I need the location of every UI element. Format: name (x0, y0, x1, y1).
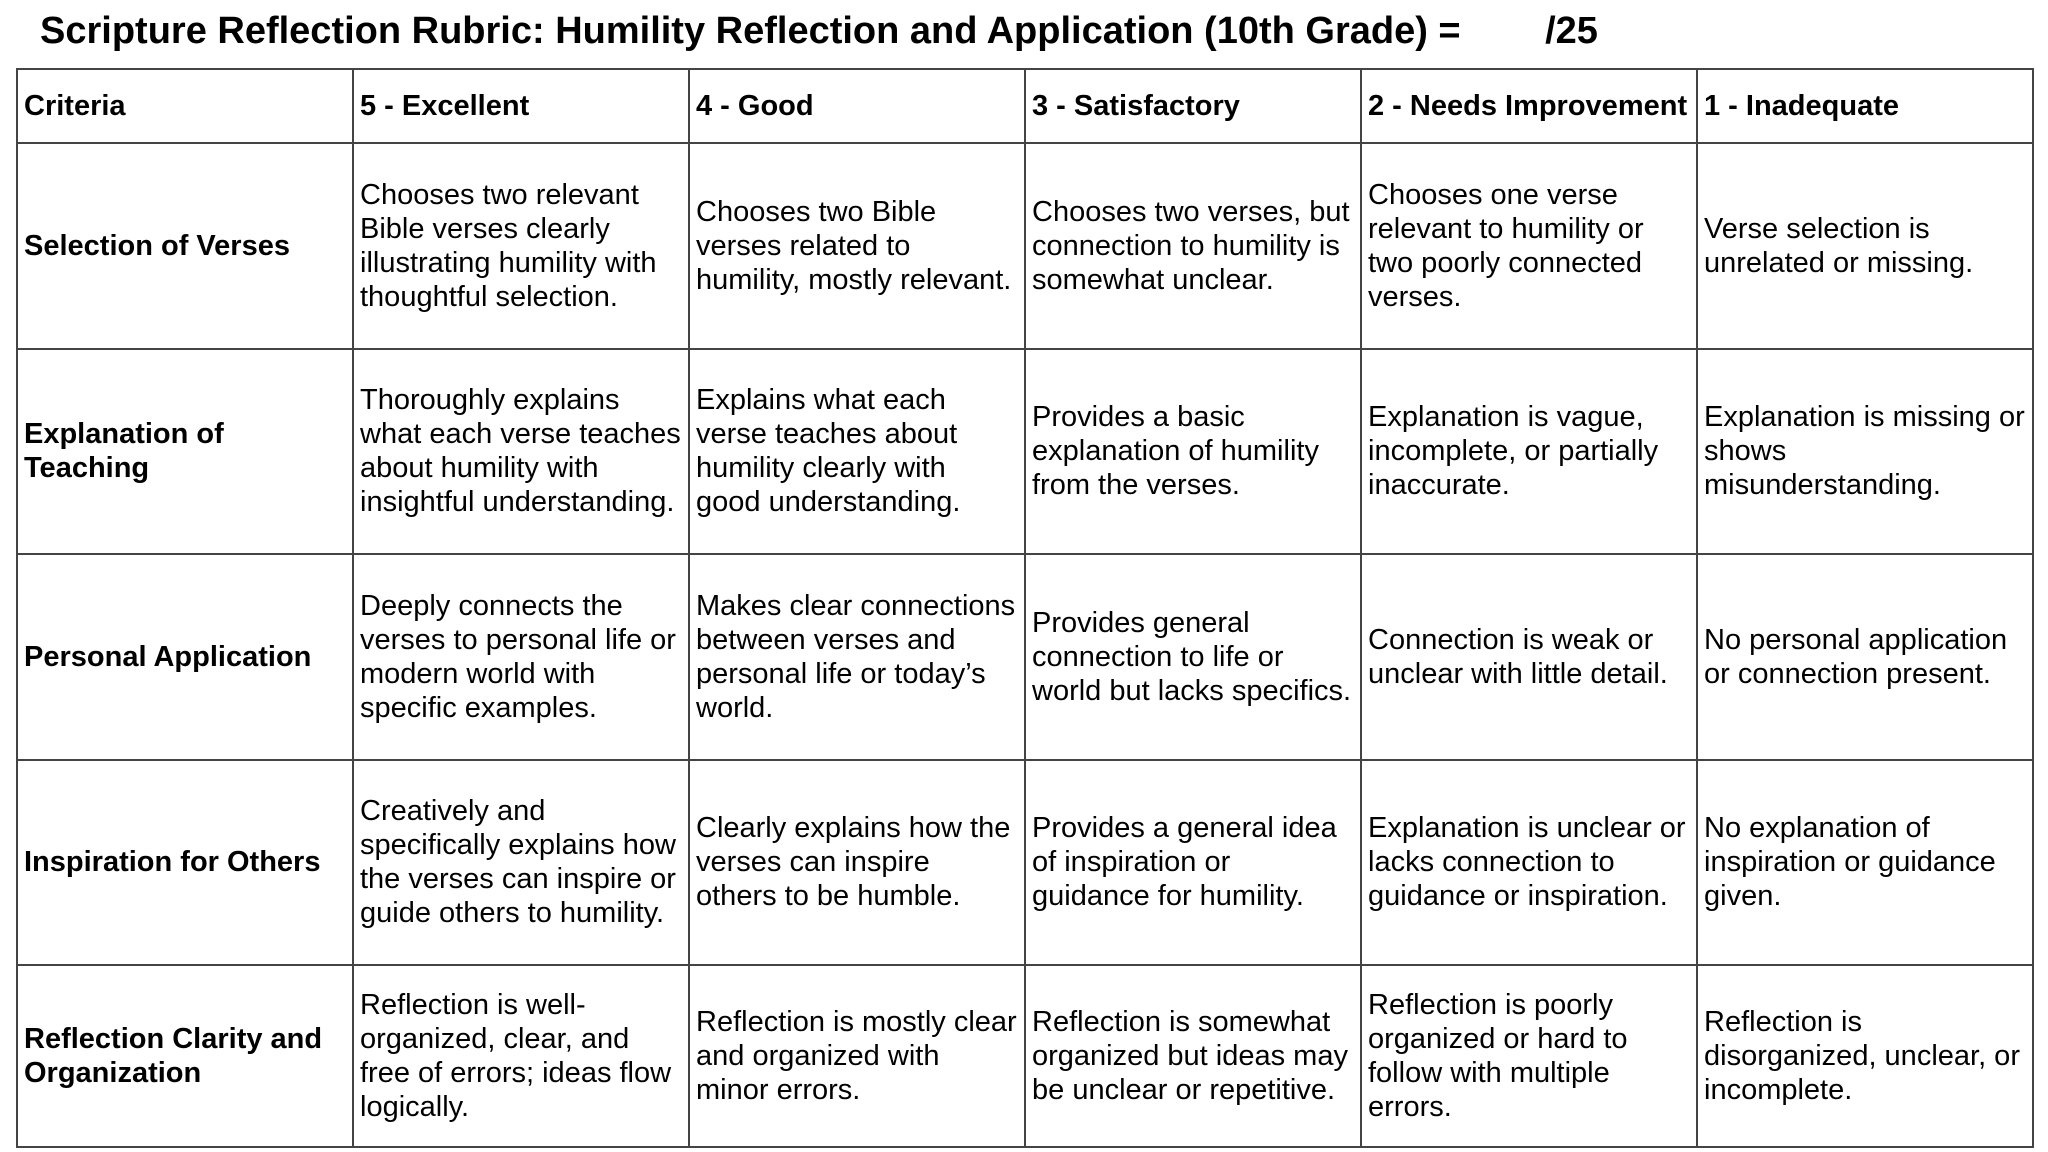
header-good: 4 - Good (689, 69, 1025, 143)
rubric-cell: No personal application or connection present. (1697, 554, 2033, 760)
header-inadequate: 1 - Inadequate (1697, 69, 2033, 143)
header-excellent: 5 - Excellent (353, 69, 689, 143)
rubric-cell: Connection is weak or unclear with little detail. (1361, 554, 1697, 760)
page-title: Scripture Reflection Rubric: Humility Reflection and Application (10th Grade) = /25 (40, 10, 1598, 52)
rubric-cell: Reflection is disorganized, unclear, or incomplete. (1697, 965, 2033, 1147)
rubric-cell: Reflection is well-organized, clear, and free of errors; ideas flow logically. (353, 965, 689, 1147)
rubric-cell: Provides a general idea of inspiration or guidance for humility. (1025, 760, 1361, 966)
header-satisfactory: 3 - Satisfactory (1025, 69, 1361, 143)
table-row (17, 349, 2033, 555)
rubric-table (16, 68, 2034, 1148)
rubric-cell: Chooses two verses, but connection to humility is somewhat unclear. (1025, 143, 1361, 349)
criterion-label: Explanation of Teaching (17, 349, 353, 555)
criterion-label: Reflection Clarity and Organization (17, 965, 353, 1147)
header-needs-improvement: 2 - Needs Improvement (1361, 69, 1697, 143)
rubric-cell: Reflection is poorly organized or hard to follow with multiple errors. (1361, 965, 1697, 1147)
rubric-cell: Reflection is mostly clear and organized with minor errors. (689, 965, 1025, 1147)
criterion-label: Selection of Verses (17, 143, 353, 349)
rubric-cell: Chooses one verse relevant to humility or two poorly connected verses. (1361, 143, 1697, 349)
rubric-cell: Clearly explains how the verses can inspire others to be humble. (689, 760, 1025, 966)
header-row (17, 69, 2033, 143)
rubric-cell: Chooses two Bible verses related to humility, mostly relevant. (689, 143, 1025, 349)
rubric-cell: Makes clear connections between verses and personal life or today’s world. (689, 554, 1025, 760)
criterion-label: Personal Application (17, 554, 353, 760)
rubric-cell: Provides a basic explanation of humility from the verses. (1025, 349, 1361, 555)
rubric-cell: Verse selection is unrelated or missing. (1697, 143, 2033, 349)
table-row (17, 554, 2033, 760)
rubric-cell: Reflection is somewhat organized but ideas may be unclear or repetitive. (1025, 965, 1361, 1147)
table-row (17, 760, 2033, 966)
rubric-cell: Chooses two relevant Bible verses clearly illustrating humility with thoughtful selection. (353, 143, 689, 349)
header-criteria: Criteria (17, 69, 353, 143)
table-row (17, 143, 2033, 349)
rubric-cell: Explanation is missing or shows misunderstanding. (1697, 349, 2033, 555)
rubric-cell: Explanation is unclear or lacks connection to guidance or inspiration. (1361, 760, 1697, 966)
rubric-cell: Provides general connection to life or world but lacks specifics. (1025, 554, 1361, 760)
rubric-cell: Explanation is vague, incomplete, or partially inaccurate. (1361, 349, 1697, 555)
table-row (17, 965, 2033, 1147)
criterion-label: Inspiration for Others (17, 760, 353, 966)
rubric-cell: Deeply connects the verses to personal life or modern world with specific examples. (353, 554, 689, 760)
rubric-cell: Thoroughly explains what each verse teaches about humility with insightful understanding. (353, 349, 689, 555)
rubric-cell: Creatively and specifically explains how the verses can inspire or guide others to humility. (353, 760, 689, 966)
rubric-cell: Explains what each verse teaches about humility clearly with good understanding. (689, 349, 1025, 555)
rubric-cell: No explanation of inspiration or guidance given. (1697, 760, 2033, 966)
